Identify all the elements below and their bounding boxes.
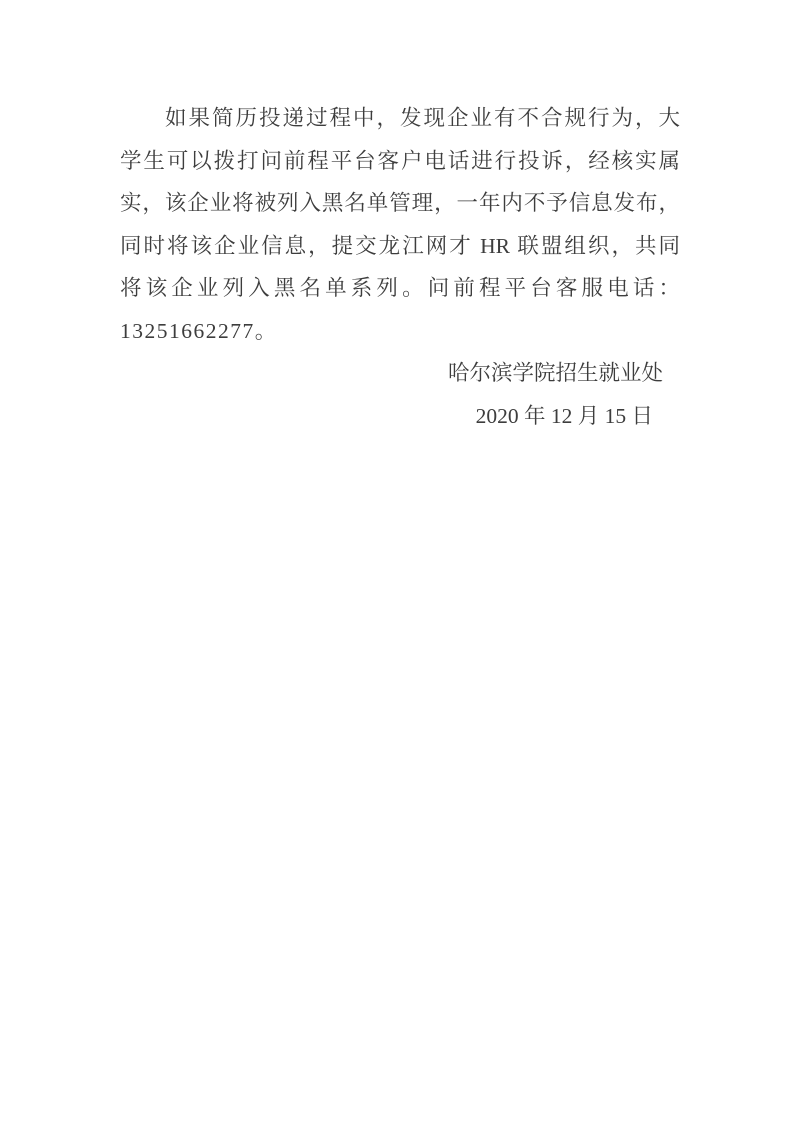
paragraph-line-3: 实，该企业将被列入黑名单管理，一年内不予信息发布， <box>120 191 680 215</box>
paragraph-line-2: 学生可以拨打问前程平台客户电话进行投诉，经核实属 <box>120 148 680 173</box>
signature: 哈尔滨学院招生就业处 <box>447 361 663 385</box>
paragraph-line-4: 同时将该企业信息，提交龙江网才 HR 联盟组织，共同 <box>120 233 680 258</box>
notice-body <box>120 97 680 437</box>
date: 2020 年 12 月 15 日 <box>475 403 653 428</box>
phone-number-line: 13251662277。 <box>120 318 278 343</box>
paragraph-line-1: 如果简历投递过程中，发现企业有不合规行为，大 <box>165 106 680 130</box>
paragraph-line-5: 将该企业列入黑名单系列。问前程平台客服电话： <box>120 276 680 300</box>
